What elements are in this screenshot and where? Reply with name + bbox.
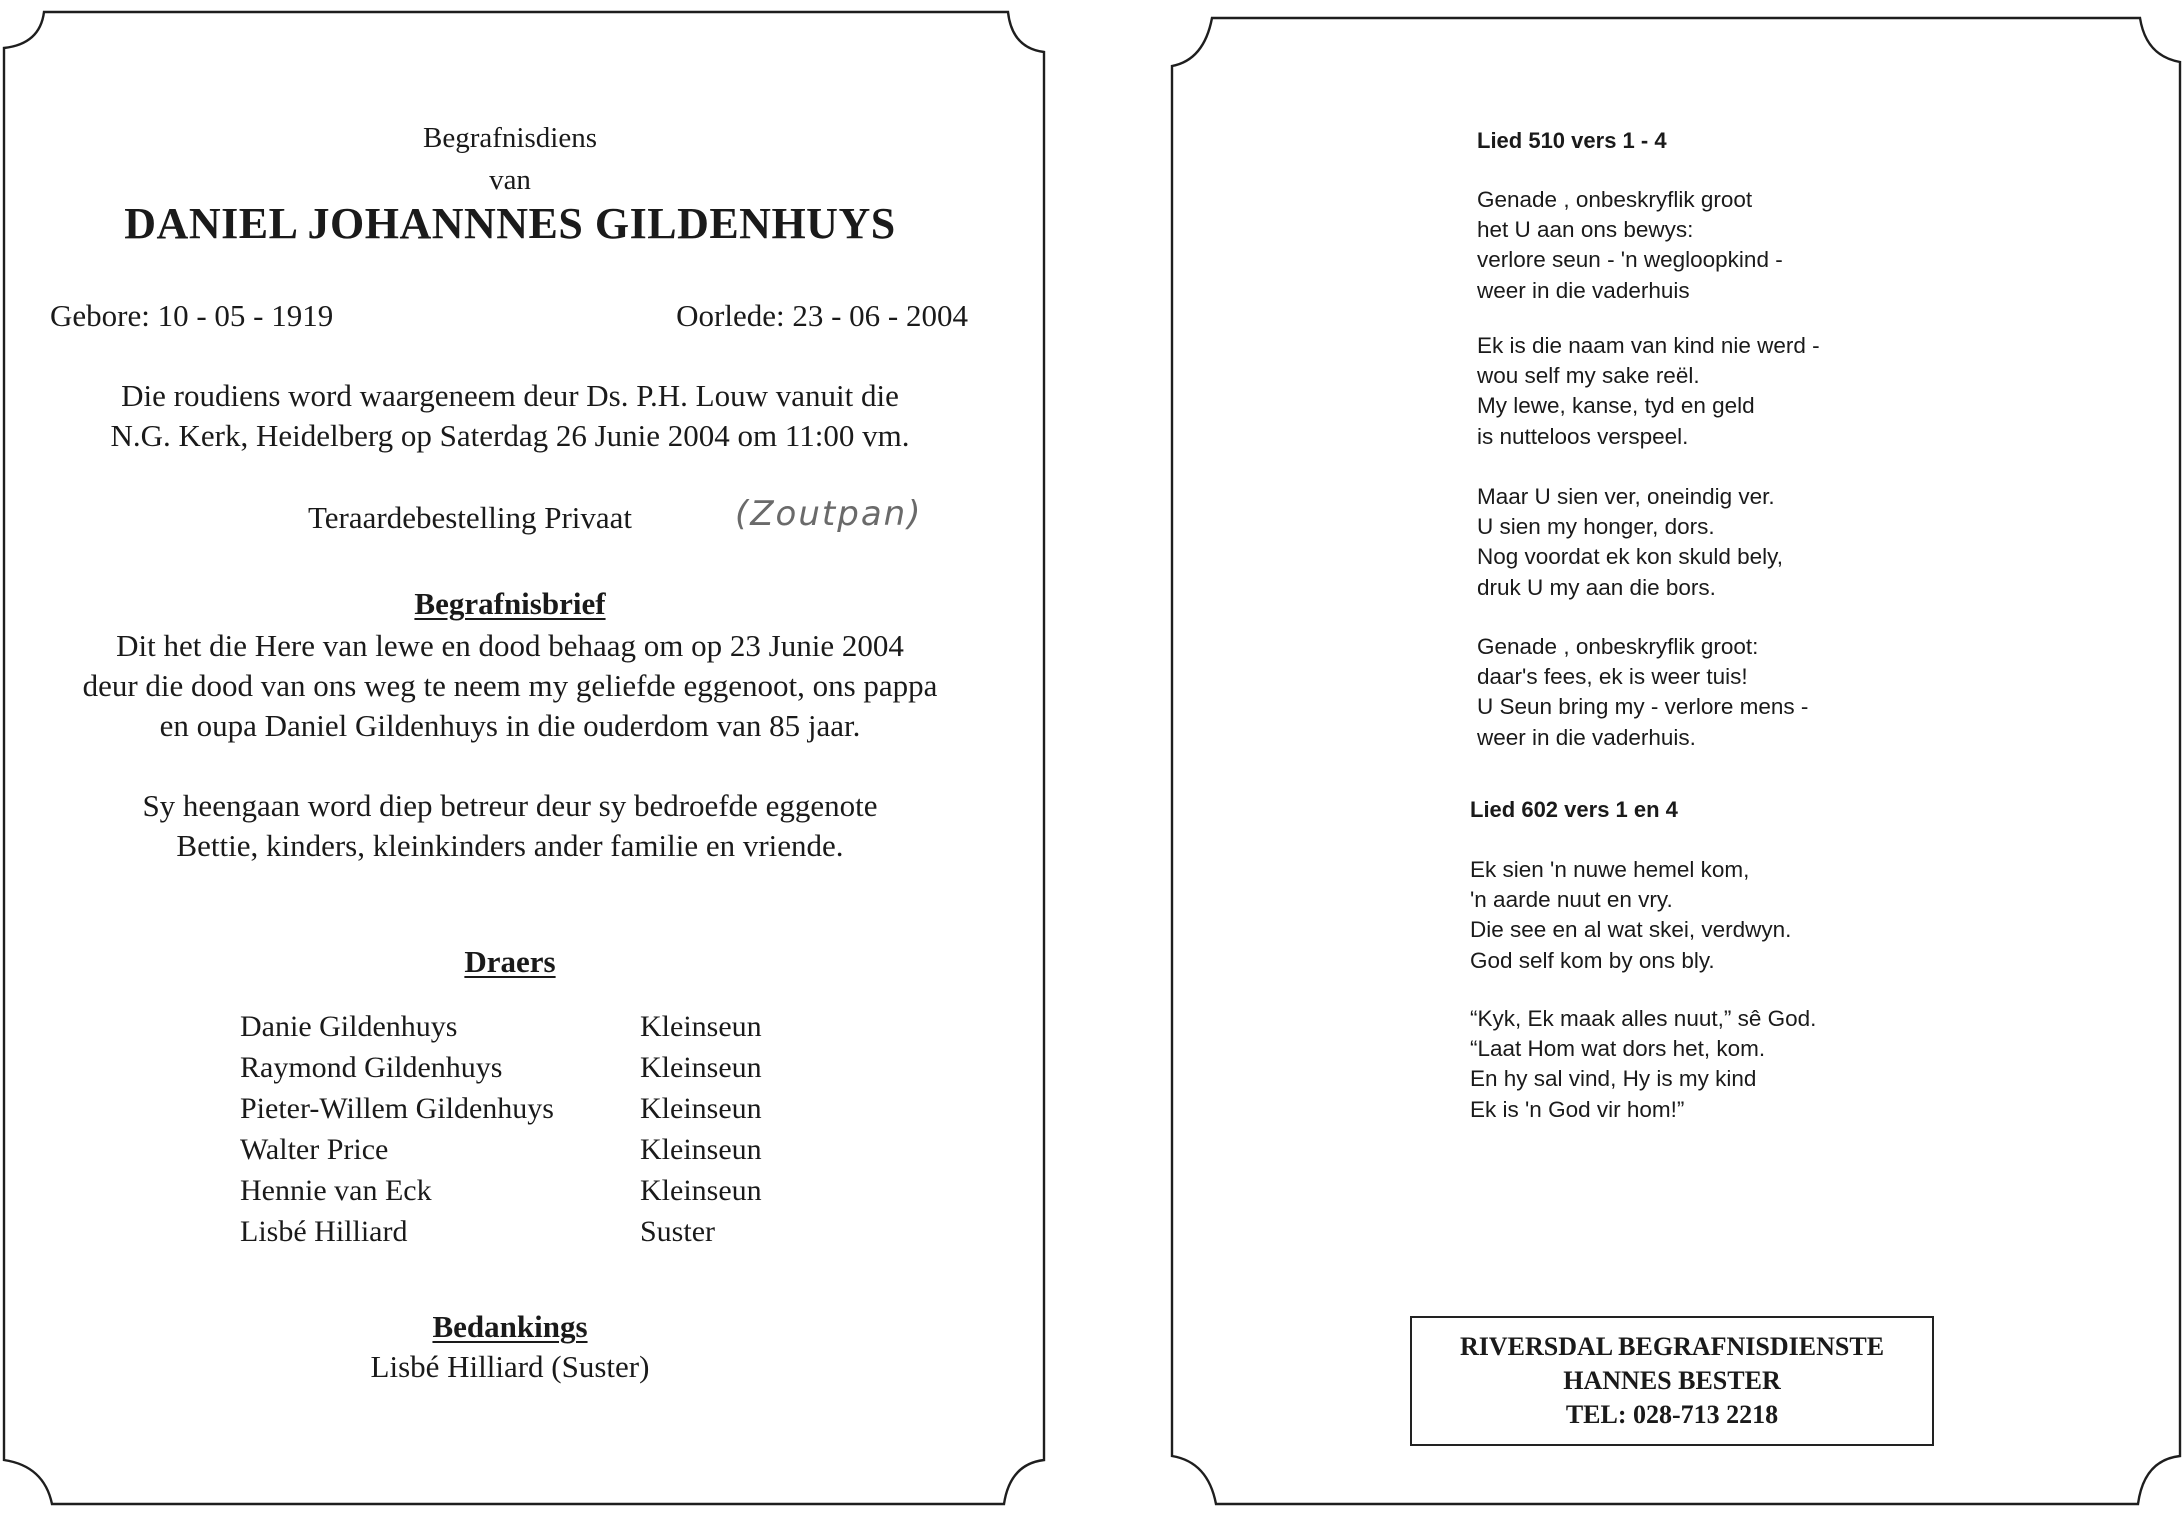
verse-line: weer in die vaderhuis [1477,277,1690,303]
bearer-name: Lisbé Hilliard [240,1215,408,1248]
letter-line-3: en oupa Daniel Gildenhuys in die ouderdom van 85 jaar. [159,708,861,743]
verse-line: My lewe, kanse, tyd en geld [1477,393,1755,419]
bearer-row [240,1170,860,1211]
verse-line: U sien my honger, dors. [1477,514,1715,540]
bearer-name: Raymond Gildenhuys [240,1051,503,1084]
bearer-name: Danie Gildenhuys [240,1010,458,1043]
verse-line: En hy sal vind, Hy is my kind [1470,1066,1757,1092]
hymn-1-verse-4 [1477,632,1808,753]
thanks-heading: Bedankings [432,1309,588,1344]
bearer-relation: Kleinseun [640,1092,762,1125]
thanks-line: Lisbé Hilliard (Suster) [370,1349,650,1384]
death-date: Oorlede: 23 - 06 - 2004 [676,298,968,333]
mourn-line-1: Sy heengaan word diep betreur deur sy bedroefde eggenote [142,788,878,823]
letter-line-1: Dit het die Here van lewe en dood behaag om op 23 Junie 2004 [116,628,904,663]
verse-line: Ek is die naam van kind nie werd - [1477,333,1820,358]
undertaker-contact-person: HANNES BESTER [1563,1366,1781,1395]
verse-line: Die see en al wat skei, verdwyn. [1470,917,1792,943]
title-line-2: van [489,164,531,196]
hymn-2-title: Lied 602 vers 1 en 4 [1470,797,1678,822]
hymn-2-verse-1 [1470,855,1791,976]
bearers-list [240,1006,860,1252]
bearer-relation: Kleinseun [640,1133,762,1166]
right-card [1092,0,2184,1519]
mourn-line-2: Bettie, kinders, kleinkinders ander familie en vriende. [176,828,844,863]
verse-line: is nutteloos verspeel. [1477,423,1689,449]
verse-line: God self kom by ons bly. [1470,947,1715,973]
bearer-row [240,1088,860,1129]
verse-line: druk U my aan die bors. [1477,574,1716,600]
bearer-row [240,1211,860,1252]
hymn-1-title: Lied 510 vers 1 - 4 [1477,128,1667,153]
hymn-1-verse-2 [1477,331,1820,452]
bearer-name: Pieter-Willem Gildenhuys [240,1092,554,1125]
letter-line-2: deur die dood van ons weg te neem my geliefde eggenoot, ons pappa [82,668,938,703]
undertaker-phone: TEL: 028-713 2218 [1565,1400,1779,1429]
verse-line: Nog voordat ek kon skuld bely, [1477,544,1784,570]
undertaker-name: RIVERSDAL BEGRAFNISDIENSTE [1459,1332,1885,1361]
burial-line: Teraardebestelling Privaat [308,500,633,535]
verse-line: U Seun bring my - verlore mens - [1477,694,1809,720]
bearer-row [240,1006,860,1047]
verse-line: wou self my sake reël. [1477,363,1700,389]
verse-line: Genade , onbeskryflik groot [1477,187,1753,212]
letter-heading: Begrafnisbrief [414,586,606,621]
verse-line: weer in die vaderhuis. [1477,724,1696,750]
bearers-heading: Draers [464,944,556,979]
verse-line: Ek is 'n God vir hom!” [1470,1096,1685,1122]
service-line-2: N.G. Kerk, Heidelberg op Saterdag 26 Junie 2004 om 11:00 vm. [110,418,910,453]
bearer-relation: Suster [640,1215,715,1248]
bearer-relation: Kleinseun [640,1010,762,1043]
verse-line: “Kyk, Ek maak alles nuut,” sê God. [1470,1006,1817,1031]
bearer-row [240,1047,860,1088]
hymn-1-verse-1 [1477,185,1783,306]
bearer-relation: Kleinseun [640,1174,762,1207]
verse-line: “Laat Hom wat dors het, kom. [1470,1036,1766,1062]
title-line-1: Begrafnisdiens [423,122,597,154]
bearer-name: Walter Price [240,1133,389,1166]
verse-line: het U aan ons bewys: [1477,217,1694,243]
undertaker-box [1410,1316,1934,1446]
verse-line: daar's fees, ek is weer tuis! [1477,664,1748,690]
hymn-1-verse-3 [1477,482,1783,603]
deceased-name: DANIEL JOHANNNES GILDENHUYS [124,199,896,248]
verse-line: verlore seun - 'n wegloopkind - [1477,247,1783,273]
verse-line: 'n aarde nuut en vry. [1470,887,1673,913]
verse-line: Maar U sien ver, oneindig ver. [1477,484,1775,509]
bearer-row [240,1129,860,1170]
handwritten-note: (Zoutpan) [735,494,923,534]
bearer-name: Hennie van Eck [240,1174,432,1207]
bearer-relation: Kleinseun [640,1051,762,1084]
birth-date: Gebore: 10 - 05 - 1919 [50,298,334,333]
verse-line: Ek sien 'n nuwe hemel kom, [1470,857,1750,882]
service-line-1: Die roudiens word waargeneem deur Ds. P.H. Louw vanuit die [121,378,899,413]
hymn-2-verse-2 [1470,1004,1816,1125]
verse-line: Genade , onbeskryflik groot: [1477,634,1759,659]
